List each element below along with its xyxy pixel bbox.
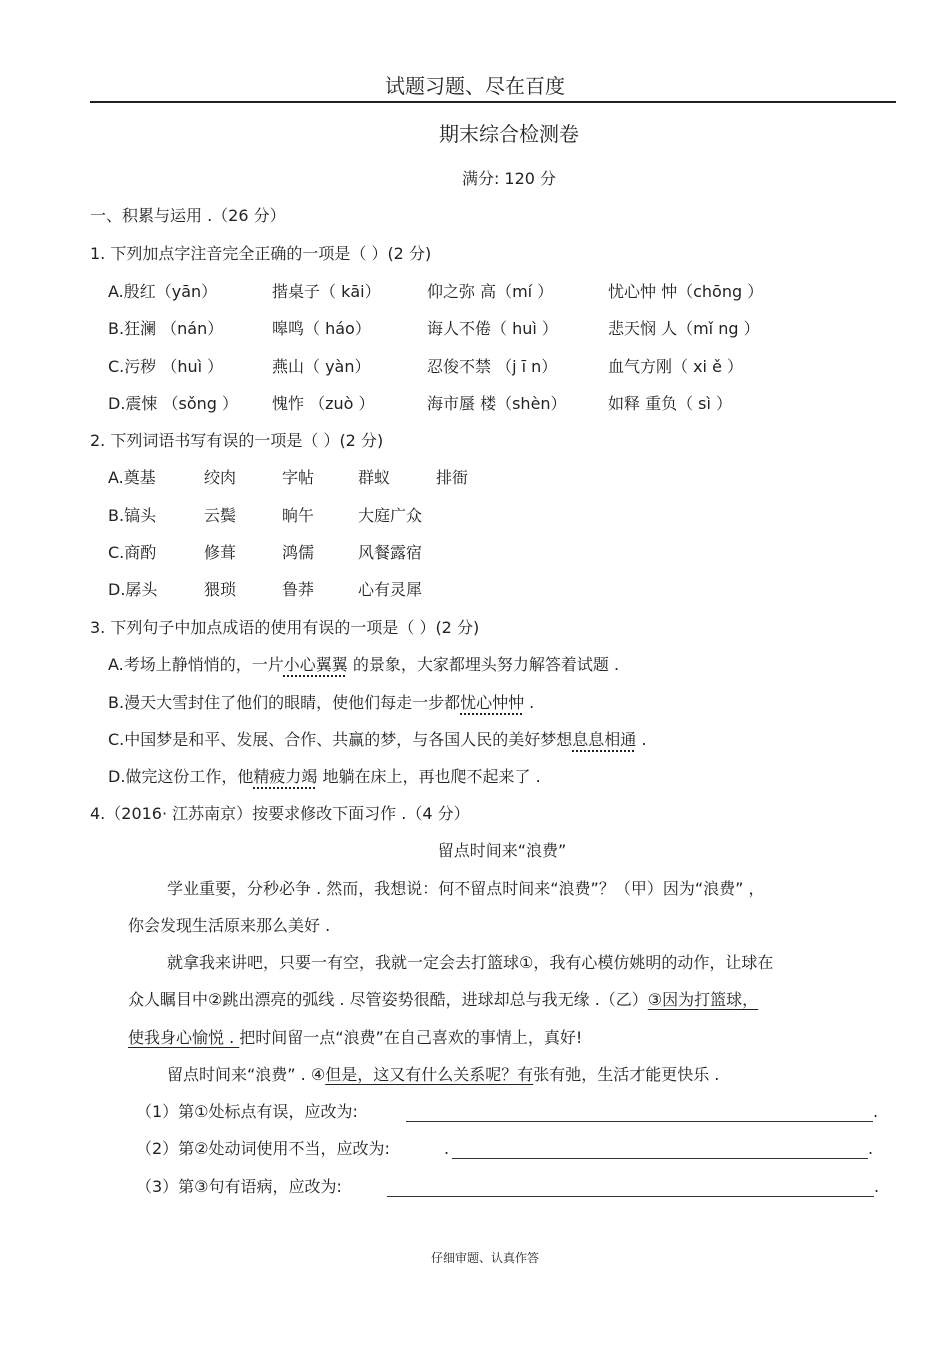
q3-b-idiom: 忧心忡忡 [460,693,525,712]
q2-b-3: 晌午 [282,506,315,525]
q1-a-3: 仰之弥 高（mí ） [427,282,554,301]
q2-b-1: B.镐头 [108,506,157,525]
q1-d-1: D.震悚 （sǒng ） [108,394,239,413]
q4-sub2-period: . [868,1139,874,1158]
q2-b-4: 大庭广众 [358,506,423,525]
essay-p2-line3-text: 把时间留一点“浪费”在自己喜欢的事情上，真好! [239,1028,583,1047]
essay-p3 [167,1065,719,1085]
q4-sub3-period: . [874,1177,880,1196]
q3-stem: 3. 下列句子中加点成语的使用有误的一项是（ ）(2 分) [90,618,480,637]
q1-c-1: C.污秽 （huì ） [108,357,224,376]
q4-sub2-label: （2）第②处动词使用不当，应改为: [136,1139,390,1158]
q3-d-post: 地躺在床上，再也爬不起来了 . [317,767,541,786]
q3-a-pre: A.考场上静悄悄的，一片 [108,655,284,674]
q4-stem: 4.（2016· 江苏南京）按要求修改下面习作 .（4 分） [90,804,470,823]
q4-sub3-answer-line[interactable] [387,1196,874,1197]
q3-c-pre: C.中国梦是和平、发展、合作、共赢的梦，与各国人民的美好梦想 [108,730,573,749]
q2-c-1: C.商酌 [108,543,157,562]
q3-option-c [108,730,646,750]
q2-b-2: 云鬓 [204,506,237,525]
essay-sentence-3-end: 使我身心愉悦 . [128,1028,240,1047]
q2-a-5: 排衙 [436,468,469,487]
q1-a-2: 揩桌子（ kāi） [272,282,381,301]
q2-d-3: 鲁莽 [282,580,315,599]
essay-title: 留点时间来“浪费” [437,841,567,860]
q4-sub2-dot: . [444,1139,450,1158]
q1-c-2: 燕山（ yàn） [272,357,371,376]
paper-title: 期末综合检测卷 [439,122,579,146]
q1-c-3: 忍俊不禁 （j ī n） [427,357,558,376]
q3-b-post: . [524,693,535,712]
essay-p3-start: 留点时间来“浪费” . ④ [167,1065,326,1084]
q4-sub1-period: . [873,1102,879,1121]
q1-b-1: B.狂澜 （nán） [108,319,224,338]
q1-d-3: 海市蜃 楼（shèn） [427,394,567,413]
essay-p1-line1: 学业重要，分秒必争 . 然而，我想说：何不留点时间来“浪费”？（甲）因为“浪费” ， [167,879,765,898]
q4-sub3-label: （3）第③句有语病，应改为: [136,1177,342,1196]
q3-a-idiom: 小心翼翼 [283,655,348,674]
essay-p2-line2 [128,990,758,1010]
q3-d-pre: D.做完这份工作，他 [108,767,254,786]
q1-b-3: 诲人不倦（ huì ） [427,319,558,338]
q1-stem: 1. 下列加点字注音完全正确的一项是（ ）(2 分) [90,244,432,263]
q2-d-2: 猥琐 [204,580,237,599]
q3-b-pre: B.漫天大雪封住了他们的眼睛，使他们每走一步都 [108,693,461,712]
q1-c-4: 血气方刚（ xi ě ） [608,357,744,376]
q4-sub2-answer-line[interactable] [452,1158,868,1159]
q3-option-a [108,655,619,675]
q1-d-2: 愧怍 （zuò ） [272,394,375,413]
q2-stem: 2. 下列词语书写有误的一项是（ ）(2 分) [90,431,384,450]
essay-sentence-4: 但是，这又有什么关系呢？有 [325,1065,534,1084]
q2-c-2: 修葺 [204,543,237,562]
q2-a-3: 字帖 [282,468,315,487]
essay-p2-line2-text: 众人瞩目中②跳出漂亮的弧线 . 尽管姿势很酷，进球却总与我无缘 .（乙） [128,990,648,1009]
section-heading: 一、积累与运用 .（26 分） [90,206,286,225]
q3-c-post: . [636,730,647,749]
q2-a-4: 群蚁 [358,468,391,487]
essay-p2-line1: 就拿我来讲吧，只要一有空，我就一定会去打篮球①，我有心模仿姚明的动作，让球在 [167,953,774,972]
q1-a-4: 忧心忡 忡（chōng ） [608,282,764,301]
page-header: 试题习题、尽在百度 [385,74,565,98]
q3-a-post: 的景象，大家都埋头努力解答着试题 . [347,655,620,674]
q3-option-b [108,693,534,713]
q2-c-3: 鸿儒 [282,543,315,562]
q1-b-2: 嗥鸣（ háo） [272,319,371,338]
paper-score: 满分: 120 分 [461,169,557,188]
q4-sub1-label: （1）第①处标点有误，应改为: [136,1102,358,1121]
q2-c-4: 风餐露宿 [358,543,423,562]
essay-p1-line2: 你会发现生活原来那么美好 . [128,916,331,935]
essay-p2-line3 [128,1028,582,1048]
page-footer: 仔细审题、认真作答 [430,1251,539,1265]
q2-d-1: D.孱头 [108,580,158,599]
q1-b-4: 悲天悯 人（mǐ ng ） [608,319,760,338]
q3-d-idiom: 精疲力竭 [253,767,318,786]
q2-a-2: 绞肉 [204,468,237,487]
q3-c-idiom: 息息相通 [572,730,637,749]
q1-a-1: A.殷红（yān） [108,282,218,301]
q3-option-d [108,767,541,787]
q2-a-1: A.奠基 [108,468,156,487]
essay-p3-end: 张有弛，生活才能更快乐 . [533,1065,720,1084]
essay-sentence-3-start: ③因为打篮球， [647,990,759,1009]
q2-d-4: 心有灵犀 [358,580,423,599]
header-rule [90,101,896,103]
q1-d-4: 如释 重负（ sì ） [608,394,733,413]
q4-sub1-answer-line[interactable] [406,1121,873,1122]
